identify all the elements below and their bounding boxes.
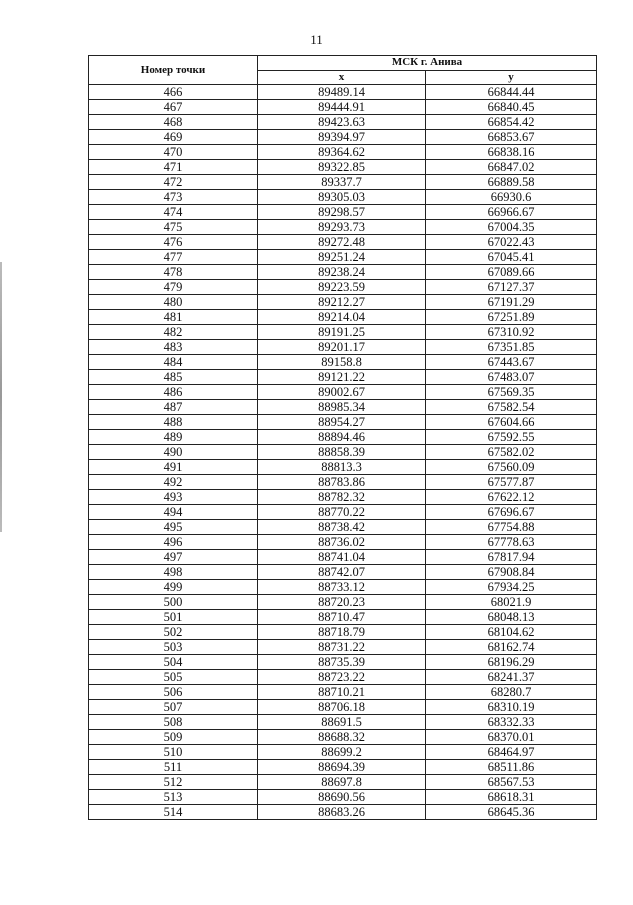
table-row [89,625,597,640]
y-cell: 67696.67 [426,505,597,520]
point-number-cell: 467 [89,100,258,115]
x-cell: 89364.62 [258,145,426,160]
table-row [89,175,597,190]
point-number-cell: 509 [89,730,258,745]
x-cell: 89423.63 [258,115,426,130]
point-number-cell: 474 [89,205,258,220]
header-coordinate-system: МСК г. Анива [258,56,597,71]
x-cell: 88718.79 [258,625,426,640]
table-row [89,100,597,115]
y-cell: 66838.16 [426,145,597,160]
y-cell: 67004.35 [426,220,597,235]
x-cell: 89158.8 [258,355,426,370]
header-y: y [426,70,597,85]
table-row [89,775,597,790]
x-cell: 89238.24 [258,265,426,280]
y-cell: 67443.67 [426,355,597,370]
point-number-cell: 486 [89,385,258,400]
table-row [89,160,597,175]
point-number-cell: 506 [89,685,258,700]
point-number-cell: 482 [89,325,258,340]
point-number-cell: 497 [89,550,258,565]
x-cell: 88741.04 [258,550,426,565]
x-cell: 88710.21 [258,685,426,700]
x-cell: 88731.22 [258,640,426,655]
y-cell: 66840.45 [426,100,597,115]
x-cell: 89002.67 [258,385,426,400]
y-cell: 67754.88 [426,520,597,535]
point-number-cell: 478 [89,265,258,280]
x-cell: 88706.18 [258,700,426,715]
x-cell: 89394.97 [258,130,426,145]
point-number-cell: 495 [89,520,258,535]
x-cell: 89201.17 [258,340,426,355]
table-row [89,460,597,475]
x-cell: 89212.27 [258,295,426,310]
table-row [89,400,597,415]
point-number-cell: 475 [89,220,258,235]
y-cell: 67934.25 [426,580,597,595]
y-cell: 67022.43 [426,235,597,250]
table-row [89,715,597,730]
y-cell: 68241.37 [426,670,597,685]
point-number-cell: 487 [89,400,258,415]
x-cell: 89251.24 [258,250,426,265]
x-cell: 89305.03 [258,190,426,205]
x-cell: 88985.34 [258,400,426,415]
y-cell: 67560.09 [426,460,597,475]
x-cell: 89444.91 [258,100,426,115]
table-row [89,250,597,265]
y-cell: 66853.67 [426,130,597,145]
point-number-cell: 502 [89,625,258,640]
table-row [89,355,597,370]
y-cell: 68618.31 [426,790,597,805]
table-row [89,535,597,550]
point-number-cell: 470 [89,145,258,160]
x-cell: 88783.86 [258,475,426,490]
point-number-cell: 513 [89,790,258,805]
table-row [89,505,597,520]
y-cell: 67251.89 [426,310,597,325]
y-cell: 68645.36 [426,805,597,820]
x-cell: 89121.22 [258,370,426,385]
x-cell: 89272.48 [258,235,426,250]
y-cell: 67582.54 [426,400,597,415]
point-number-cell: 491 [89,460,258,475]
y-cell: 67310.92 [426,325,597,340]
table-row [89,730,597,745]
table-row [89,415,597,430]
point-number-cell: 498 [89,565,258,580]
y-cell: 67592.55 [426,430,597,445]
point-number-cell: 476 [89,235,258,250]
y-cell: 68370.01 [426,730,597,745]
x-cell: 88858.39 [258,445,426,460]
table-row [89,295,597,310]
x-cell: 88735.39 [258,655,426,670]
table-body [89,85,597,820]
y-cell: 68464.97 [426,745,597,760]
point-number-cell: 505 [89,670,258,685]
point-number-cell: 484 [89,355,258,370]
point-number-cell: 504 [89,655,258,670]
point-number-cell: 507 [89,700,258,715]
page-number: 11 [310,32,323,47]
y-cell: 68021.9 [426,595,597,610]
point-number-cell: 514 [89,805,258,820]
y-cell: 67089.66 [426,265,597,280]
point-number-cell: 508 [89,715,258,730]
y-cell: 68196.29 [426,655,597,670]
point-number-cell: 479 [89,280,258,295]
point-number-cell: 496 [89,535,258,550]
point-number-cell: 510 [89,745,258,760]
y-cell: 68332.33 [426,715,597,730]
x-cell: 89322.85 [258,160,426,175]
x-cell: 88782.32 [258,490,426,505]
x-cell: 88691.5 [258,715,426,730]
point-number-cell: 493 [89,490,258,505]
x-cell: 88683.26 [258,805,426,820]
y-cell: 67778.63 [426,535,597,550]
x-cell: 89489.14 [258,85,426,100]
y-cell: 68048.13 [426,610,597,625]
x-cell: 88954.27 [258,415,426,430]
point-number-cell: 481 [89,310,258,325]
x-cell: 88694.39 [258,760,426,775]
point-number-cell: 485 [89,370,258,385]
point-number-cell: 472 [89,175,258,190]
table-row [89,265,597,280]
x-cell: 89191.25 [258,325,426,340]
y-cell: 68280.7 [426,685,597,700]
scan-edge-mark [0,262,2,532]
point-number-cell: 468 [89,115,258,130]
point-number-cell: 483 [89,340,258,355]
table-row [89,85,597,100]
point-number-cell: 488 [89,415,258,430]
table-row [89,385,597,400]
point-number-cell: 503 [89,640,258,655]
point-number-cell: 471 [89,160,258,175]
table-row [89,655,597,670]
table-row [89,490,597,505]
table-row [89,520,597,535]
x-cell: 88723.22 [258,670,426,685]
table-row [89,145,597,160]
header-point-number: Номер точки [89,56,258,85]
table-row [89,595,597,610]
y-cell: 67622.12 [426,490,597,505]
point-number-cell: 494 [89,505,258,520]
x-cell: 88710.47 [258,610,426,625]
table-row [89,130,597,145]
table-header-row [89,56,597,71]
table-row [89,325,597,340]
point-number-cell: 500 [89,595,258,610]
point-number-cell: 466 [89,85,258,100]
point-number-cell: 473 [89,190,258,205]
table-row [89,115,597,130]
table-row [89,205,597,220]
table-row [89,760,597,775]
table-row [89,580,597,595]
table-row [89,640,597,655]
table-row [89,340,597,355]
x-cell: 88742.07 [258,565,426,580]
point-number-cell: 501 [89,610,258,625]
header-x: x [258,70,426,85]
table-row [89,475,597,490]
x-cell: 88733.12 [258,580,426,595]
x-cell: 88699.2 [258,745,426,760]
coordinates-table [88,55,597,820]
table-row [89,700,597,715]
y-cell: 67351.85 [426,340,597,355]
x-cell: 88690.56 [258,790,426,805]
y-cell: 68567.53 [426,775,597,790]
x-cell: 88736.02 [258,535,426,550]
point-number-cell: 499 [89,580,258,595]
y-cell: 67908.84 [426,565,597,580]
point-number-cell: 511 [89,760,258,775]
y-cell: 68310.19 [426,700,597,715]
table-row [89,550,597,565]
point-number-cell: 490 [89,445,258,460]
x-cell: 88738.42 [258,520,426,535]
y-cell: 67577.87 [426,475,597,490]
y-cell: 67127.37 [426,280,597,295]
table-row [89,190,597,205]
table-row [89,310,597,325]
y-cell: 67483.07 [426,370,597,385]
y-cell: 68162.74 [426,640,597,655]
y-cell: 67191.29 [426,295,597,310]
y-cell: 66889.58 [426,175,597,190]
x-cell: 88813.3 [258,460,426,475]
point-number-cell: 480 [89,295,258,310]
x-cell: 88894.46 [258,430,426,445]
y-cell: 66844.44 [426,85,597,100]
y-cell: 66847.02 [426,160,597,175]
table-row [89,610,597,625]
table-row [89,790,597,805]
table-row [89,445,597,460]
x-cell: 89223.59 [258,280,426,295]
y-cell: 67045.41 [426,250,597,265]
y-cell: 66854.42 [426,115,597,130]
table-row [89,685,597,700]
table-row [89,370,597,385]
x-cell: 88770.22 [258,505,426,520]
y-cell: 67604.66 [426,415,597,430]
x-cell: 88688.32 [258,730,426,745]
point-number-cell: 489 [89,430,258,445]
y-cell: 66966.67 [426,205,597,220]
point-number-cell: 492 [89,475,258,490]
table-row [89,280,597,295]
x-cell: 88697.8 [258,775,426,790]
x-cell: 89337.7 [258,175,426,190]
table-row [89,565,597,580]
x-cell: 89293.73 [258,220,426,235]
y-cell: 67817.94 [426,550,597,565]
table-row [89,220,597,235]
x-cell: 89298.57 [258,205,426,220]
table-row [89,745,597,760]
table-row [89,805,597,820]
y-cell: 66930.6 [426,190,597,205]
point-number-cell: 512 [89,775,258,790]
y-cell: 67582.02 [426,445,597,460]
point-number-cell: 477 [89,250,258,265]
y-cell: 68104.62 [426,625,597,640]
y-cell: 68511.86 [426,760,597,775]
table-row [89,430,597,445]
table-row [89,235,597,250]
point-number-cell: 469 [89,130,258,145]
y-cell: 67569.35 [426,385,597,400]
x-cell: 89214.04 [258,310,426,325]
x-cell: 88720.23 [258,595,426,610]
table-row [89,670,597,685]
